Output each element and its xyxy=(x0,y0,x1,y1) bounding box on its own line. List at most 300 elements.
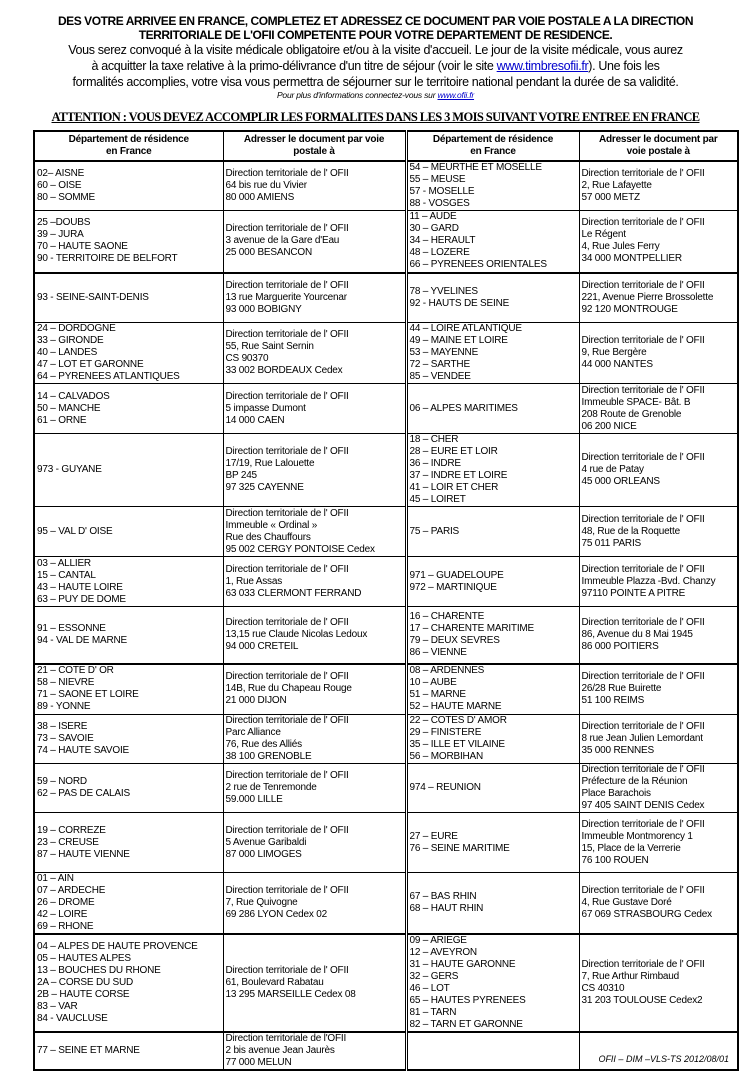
department-entry: 43 – HAUTE LOIRE xyxy=(37,581,123,593)
department-cell xyxy=(406,434,579,507)
department-entry: 42 – LOIRE xyxy=(37,909,88,920)
department-entry: 974 – REUNION xyxy=(409,782,481,793)
address-line: Direction territoriale de l' OFII xyxy=(225,507,349,519)
address-line: 1, Rue Assas xyxy=(225,575,283,587)
address-cell xyxy=(223,323,406,384)
address-line: 2 bis avenue Jean Jaurès xyxy=(225,1045,335,1056)
heading-line-2: TERRITORIALE DE L'OFII COMPETENTE POUR VOTRE DEPARTEMENT DE RESIDENCE. xyxy=(138,28,613,42)
department-entry: 53 – MAYENNE xyxy=(409,347,479,358)
address-line: 77 000 MELUN xyxy=(225,1057,292,1068)
address-line: Direction territoriale de l'OFII xyxy=(225,1033,347,1044)
table-row xyxy=(34,873,738,935)
address-cell xyxy=(579,664,738,715)
department-entry: 66 – PYRENEES ORIENTALES xyxy=(409,259,547,271)
ofii-directory-table xyxy=(33,130,739,1071)
address-line: Direction territoriale de l' OFII xyxy=(581,671,705,683)
address-line: 13 rue Marguerite Yourcenar xyxy=(225,291,347,303)
department-entry: 971 – GUADELOUPE xyxy=(409,569,504,581)
address-cell xyxy=(579,434,738,507)
address-line: 17/19, Rue Lalouette xyxy=(225,458,315,469)
attention-notice: ATTENTION : VOUS DEVEZ ACCOMPLIR LES FORMALITES DANS LES 3 MOIS SUIVANT VOTRE ENTREE EN FRANCE xyxy=(51,110,700,124)
department-entry: 16 – CHARENTE xyxy=(409,610,485,622)
department-entry: 36 – INDRE xyxy=(409,458,461,469)
department-entry: 10 – AUBE xyxy=(409,677,457,689)
department-entry: 39 – JURA xyxy=(37,229,84,241)
address-line: Direction territoriale de l' OFII xyxy=(225,824,349,836)
department-entry: 27 – EURE xyxy=(409,830,458,842)
department-entry: 80 – SOMME xyxy=(37,192,96,203)
department-cell xyxy=(406,664,579,715)
department-entry: 45 – LOIRET xyxy=(409,494,466,505)
address-cell xyxy=(579,161,738,211)
department-cell xyxy=(34,323,223,384)
department-entry: 25 –DOUBS xyxy=(37,217,91,229)
column-header-text: en France xyxy=(470,146,516,157)
department-entry: 07 – ARDECHE xyxy=(37,885,106,896)
column-header-text: Adresser le document par voie xyxy=(243,134,385,145)
department-entry: 68 – HAUT RHIN xyxy=(409,903,484,914)
column-header-text: Adresser le document par xyxy=(598,134,718,145)
department-cell xyxy=(406,1032,579,1070)
address-cell xyxy=(579,557,738,607)
address-cell xyxy=(579,1032,738,1070)
department-cell xyxy=(34,211,223,273)
department-entry: 13 – BOUCHES DU RHONE xyxy=(37,965,161,976)
department-entry: 57 - MOSELLE xyxy=(409,186,475,197)
address-line: 57 000 METZ xyxy=(581,192,640,203)
department-cell xyxy=(406,273,579,323)
department-cell xyxy=(34,607,223,664)
department-entry: 62 – PAS DE CALAIS xyxy=(37,788,130,799)
department-entry: 60 – OISE xyxy=(37,180,82,191)
address-line: Immeuble « Ordinal » xyxy=(225,519,318,531)
department-entry: 08 – ARDENNES xyxy=(409,665,485,677)
table-row xyxy=(34,273,738,323)
address-line: 97 405 SAINT DENIS Cedex xyxy=(581,800,705,811)
department-entry: 85 – VENDEE xyxy=(409,371,471,382)
table-row xyxy=(34,161,738,211)
address-cell xyxy=(223,813,406,873)
address-cell xyxy=(579,384,738,434)
department-entry: 14 – CALVADOS xyxy=(37,390,110,402)
table-row xyxy=(34,557,738,607)
address-line: Direction territoriale de l' OFII xyxy=(581,563,705,575)
column-header-text: en France xyxy=(106,146,152,157)
document-reference: OFII – DIM –VLS-TS 2012/08/01 xyxy=(598,1054,729,1064)
address-line: 86 000 POITIERS xyxy=(581,640,659,652)
address-line: 51 100 REIMS xyxy=(581,695,645,707)
address-line: Direction territoriale de l' OFII xyxy=(225,168,349,179)
department-entry: 28 – EURE ET LOIR xyxy=(409,446,498,457)
department-entry: 09 – ARIEGE xyxy=(409,935,467,946)
department-entry: 22 – COTES D' AMOR xyxy=(409,715,507,726)
department-entry: 02– AISNE xyxy=(37,168,85,179)
department-entry: 54 – MEURTHE ET MOSELLE xyxy=(409,162,542,173)
address-line: Le Régent xyxy=(581,229,626,241)
department-cell xyxy=(406,934,579,1032)
address-line: Parc Alliance xyxy=(225,727,281,738)
department-entry: 74 – HAUTE SAVOIE xyxy=(37,745,130,756)
address-line: Place Barachois xyxy=(581,788,651,799)
address-line: Direction territoriale de l' OFII xyxy=(225,770,349,781)
table-row xyxy=(34,211,738,273)
department-entry: 91 – ESSONNE xyxy=(37,622,106,634)
address-line: Direction territoriale de l' OFII xyxy=(581,168,705,179)
address-line: Direction territoriale de l' OFII xyxy=(225,671,349,683)
department-cell xyxy=(34,507,223,557)
department-cell xyxy=(34,813,223,873)
address-line: Direction territoriale de l' OFII xyxy=(581,335,705,346)
department-cell xyxy=(34,1032,223,1070)
department-entry: 84 - VAUCLUSE xyxy=(37,1013,108,1024)
department-entry: 17 – CHARENTE MARITIME xyxy=(409,622,535,634)
info-text: Pour plus d'informations connectez-vous sur xyxy=(276,90,438,100)
department-cell xyxy=(34,384,223,434)
department-entry: 90 - TERRITOIRE DE BELFORT xyxy=(37,253,178,265)
address-line: 44 000 NANTES xyxy=(581,359,653,370)
address-line: 2, Rue Lafayette xyxy=(581,180,652,191)
address-line: 87 000 LIMOGES xyxy=(225,848,302,860)
department-entry: 23 – CREUSE xyxy=(37,836,99,848)
intro-paragraph xyxy=(0,42,751,90)
department-entry: 72 – SARTHE xyxy=(409,359,470,370)
department-entry: 26 – DROME xyxy=(37,897,95,908)
address-line: 45 000 ORLEANS xyxy=(581,476,660,487)
address-cell xyxy=(223,507,406,557)
address-line: Direction territoriale de l' OFII xyxy=(225,885,349,896)
address-line: Direction territoriale de l' OFII xyxy=(225,329,349,340)
ofii-link[interactable]: www.ofii.fr xyxy=(437,90,475,100)
address-line: Direction territoriale de l' OFII xyxy=(225,715,349,726)
instruction-heading xyxy=(0,14,751,42)
address-line: 48, Rue de la Roquette xyxy=(581,525,680,537)
department-entry: 34 – HERAULT xyxy=(409,235,476,247)
address-line: Direction territoriale de l' OFII xyxy=(581,616,705,628)
column-header xyxy=(223,131,406,161)
address-line: Direction territoriale de l' OFII xyxy=(581,818,705,830)
column-header-text: Département de résidence xyxy=(68,134,189,145)
table-row xyxy=(34,715,738,764)
department-entry: 18 – CHER xyxy=(409,434,459,445)
address-line: Rue des Chauffours xyxy=(225,531,311,543)
address-cell xyxy=(579,873,738,935)
address-cell xyxy=(223,384,406,434)
department-entry: 41 – LOIR ET CHER xyxy=(409,482,499,493)
department-entry: 59 – NORD xyxy=(37,776,87,787)
department-entry: 75 – PARIS xyxy=(409,525,460,537)
address-cell xyxy=(223,161,406,211)
address-line: 2 rue de Tenremonde xyxy=(225,782,317,793)
department-entry: 33 – GIRONDE xyxy=(37,335,104,346)
address-cell xyxy=(223,934,406,1032)
address-line: 13,15 rue Claude Nicolas Ledoux xyxy=(225,628,368,640)
department-entry: 86 – VIENNE xyxy=(409,646,467,658)
department-entry: 71 – SAONE ET LOIRE xyxy=(37,689,139,701)
address-line: Direction territoriale de l' OFII xyxy=(225,563,349,575)
address-line: 7, Rue Quivogne xyxy=(225,897,298,908)
address-cell xyxy=(579,211,738,273)
table-row xyxy=(34,507,738,557)
address-line: Direction territoriale de l' OFII xyxy=(225,279,349,291)
address-line: 5 impasse Dumont xyxy=(225,402,306,414)
department-entry: 04 – ALPES DE HAUTE PROVENCE xyxy=(37,941,198,952)
column-header xyxy=(579,131,738,161)
address-cell xyxy=(223,607,406,664)
address-line: 76 100 ROUEN xyxy=(581,854,649,866)
table-row xyxy=(34,1032,738,1070)
column-header-text: postale à xyxy=(293,146,335,157)
address-line: 21 000 DIJON xyxy=(225,695,287,707)
address-line: 4, Rue Jules Ferry xyxy=(581,241,660,253)
address-cell xyxy=(223,434,406,507)
address-line: Préfecture de la Réunion xyxy=(581,776,688,787)
department-cell xyxy=(406,384,579,434)
address-line: Direction territoriale de l' OFII xyxy=(581,513,705,525)
department-entry: 46 – LOT xyxy=(409,983,450,994)
department-entry: 29 – FINISTERE xyxy=(409,727,482,738)
address-line: Direction territoriale de l' OFII xyxy=(581,452,705,463)
address-line: 9, Rue Bergère xyxy=(581,347,647,358)
column-header-text: Département de résidence xyxy=(432,134,554,145)
address-line: 75 011 PARIS xyxy=(581,537,641,549)
address-line: Direction territoriale de l' OFII xyxy=(225,616,349,628)
department-entry: 94 - VAL DE MARNE xyxy=(37,634,127,646)
address-line: 15, Place de la Verrerie xyxy=(581,842,681,854)
department-cell xyxy=(34,273,223,323)
department-cell xyxy=(406,873,579,935)
address-line: 4 rue de Patay xyxy=(581,464,644,475)
department-entry: 30 – GARD xyxy=(409,223,459,235)
address-line: 69 286 LYON Cedex 02 xyxy=(225,909,327,920)
department-entry: 67 – BAS RHIN xyxy=(409,891,477,902)
address-line: 76, Rue des Alliés xyxy=(225,739,302,750)
department-entry: 58 – NIEVRE xyxy=(37,677,95,689)
department-cell xyxy=(406,715,579,764)
column-header xyxy=(34,131,223,161)
department-cell xyxy=(406,557,579,607)
department-entry: 49 – MAINE ET LOIRE xyxy=(409,335,508,346)
table-header-row xyxy=(34,131,738,161)
department-entry: 12 – AVEYRON xyxy=(409,947,477,958)
address-line: Direction territoriale de l' OFII xyxy=(581,764,705,775)
address-line: CS 40310 xyxy=(581,983,625,994)
address-cell xyxy=(579,764,738,813)
address-cell xyxy=(223,211,406,273)
column-header xyxy=(406,131,579,161)
department-entry: 87 – HAUTE VIENNE xyxy=(37,848,130,860)
address-cell xyxy=(223,764,406,813)
address-line: Immeuble Montmorency 1 xyxy=(581,830,693,842)
address-line: 5 Avenue Garibaldi xyxy=(225,836,307,848)
address-line: 31 203 TOULOUSE Cedex2 xyxy=(581,995,703,1006)
address-line: 80 000 AMIENS xyxy=(225,192,295,203)
department-entry: 972 – MARTINIQUE xyxy=(409,581,497,593)
table-row xyxy=(34,664,738,715)
address-cell xyxy=(223,557,406,607)
address-line: 8 rue Jean Julien Lemordant xyxy=(581,733,703,744)
department-cell xyxy=(406,813,579,873)
address-cell xyxy=(579,323,738,384)
department-entry: 89 - YONNE xyxy=(37,701,91,713)
department-cell xyxy=(406,323,579,384)
department-cell xyxy=(406,607,579,664)
address-line: Direction territoriale de l' OFII xyxy=(581,721,705,732)
department-entry: 51 – MARNE xyxy=(409,689,466,701)
address-line: 61, Boulevard Rabatau xyxy=(225,977,324,988)
table-row xyxy=(34,434,738,507)
address-line: 94 000 CRETEIL xyxy=(225,640,299,652)
address-line: CS 90370 xyxy=(225,353,269,364)
address-line: 35 000 RENNES xyxy=(581,745,654,756)
department-cell xyxy=(406,161,579,211)
department-entry: 77 – SEINE ET MARNE xyxy=(37,1045,140,1056)
department-entry: 2B – HAUTE CORSE xyxy=(37,989,130,1000)
address-line: 93 000 BOBIGNY xyxy=(225,303,302,315)
address-cell xyxy=(579,507,738,557)
address-line: Direction territoriale de l' OFII xyxy=(225,223,349,235)
address-cell xyxy=(579,715,738,764)
address-line: 06 200 NICE xyxy=(581,420,637,432)
department-entry: 32 – GERS xyxy=(409,971,459,982)
address-line: 59.000 LILLE xyxy=(225,794,283,805)
department-entry: 82 – TARN ET GARONNE xyxy=(409,1019,523,1030)
address-cell xyxy=(579,813,738,873)
address-line: Direction territoriale de l' OFII xyxy=(581,384,705,396)
paragraph-line-3: formalités accomplies, votre visa vous permettra de séjourner sur le territoire national pendant la durée de sa validité. xyxy=(72,75,679,89)
address-line: 38 100 GRENOBLE xyxy=(225,751,312,762)
address-cell xyxy=(223,664,406,715)
department-cell xyxy=(34,715,223,764)
address-line: Direction territoriale de l' OFII xyxy=(225,965,349,976)
paragraph-line-2a: à acquitter la taxe relative à la primo-délivrance d'un titre de séjour (voir le site xyxy=(91,59,497,73)
address-cell xyxy=(579,934,738,1032)
department-entry: 19 – CORREZE xyxy=(37,824,106,836)
department-cell xyxy=(406,764,579,813)
address-line: 4, Rue Gustave Doré xyxy=(581,897,672,908)
department-entry: 47 – LOT ET GARONNE xyxy=(37,359,144,370)
table-row xyxy=(34,813,738,873)
department-entry: 48 – LOZERE xyxy=(409,247,470,259)
address-cell xyxy=(579,607,738,664)
department-cell xyxy=(34,764,223,813)
department-entry: 83 – VAR xyxy=(37,1001,78,1012)
paragraph-line-2b: ). Une fois les xyxy=(588,59,660,73)
department-cell xyxy=(34,434,223,507)
department-entry: 92 - HAUTS DE SEINE xyxy=(409,297,510,309)
address-line: Direction territoriale de l' OFII xyxy=(225,390,349,402)
table-row xyxy=(34,384,738,434)
department-entry: 31 – HAUTE GARONNE xyxy=(409,959,516,970)
department-cell xyxy=(34,557,223,607)
department-entry: 24 – DORDOGNE xyxy=(37,323,116,334)
department-entry: 44 – LOIRE ATLANTIQUE xyxy=(409,323,522,334)
department-entry: 973 - GUYANE xyxy=(37,464,102,475)
department-entry: 65 – HAUTES PYRENEES xyxy=(409,995,526,1006)
department-cell xyxy=(406,507,579,557)
address-line: Direction territoriale de l' OFII xyxy=(581,959,705,970)
address-cell xyxy=(223,873,406,935)
department-entry: 35 – ILLE ET VILAINE xyxy=(409,739,505,750)
department-entry: 2A – CORSE DU SUD xyxy=(37,977,134,988)
department-entry: 40 – LANDES xyxy=(37,347,98,358)
department-entry: 70 – HAUTE SAONE xyxy=(37,241,128,253)
address-line: 55, Rue Saint Sernin xyxy=(225,341,314,352)
address-line: 97110 POINTE A PITRE xyxy=(581,587,686,599)
address-line: Direction territoriale de l' OFII xyxy=(581,217,705,229)
address-line: BP 245 xyxy=(225,470,257,481)
department-entry: 61 – ORNE xyxy=(37,414,87,426)
department-entry: 55 – MEUSE xyxy=(409,174,466,185)
department-entry: 76 – SEINE MARITIME xyxy=(409,842,510,854)
department-cell xyxy=(34,664,223,715)
address-line: 92 120 MONTROUGE xyxy=(581,303,678,315)
address-line: 95 002 CERGY PONTOISE Cedex xyxy=(225,543,375,555)
department-entry: 15 – CANTAL xyxy=(37,569,96,581)
address-line: 208 Route de Grenoble xyxy=(581,408,682,420)
department-entry: 05 – HAUTES ALPES xyxy=(37,953,131,964)
address-line: 25 000 BESANCON xyxy=(225,247,312,259)
table-row xyxy=(34,934,738,1032)
address-line: 26/28 Rue Buirette xyxy=(581,683,662,695)
department-entry: 11 – AUDE xyxy=(409,211,457,223)
address-line: Direction territoriale de l' OFII xyxy=(225,446,349,457)
address-line: 14B, Rue du Chapeau Rouge xyxy=(225,683,352,695)
address-line: Immeuble SPACE- Bât. B xyxy=(581,396,691,408)
table-row xyxy=(34,764,738,813)
department-entry: 21 – COTE D' OR xyxy=(37,665,114,677)
address-line: 64 bis rue du Vivier xyxy=(225,180,307,191)
table-row xyxy=(34,323,738,384)
department-cell xyxy=(34,873,223,935)
table-row xyxy=(34,607,738,664)
department-entry: 50 – MANCHE xyxy=(37,402,101,414)
address-line: Immeuble Plazza -Bvd. Chanzy xyxy=(581,575,716,587)
department-entry: 63 – PUY DE DOME xyxy=(37,593,126,605)
column-header-text: voie postale à xyxy=(626,146,690,157)
department-entry: 81 – TARN xyxy=(409,1007,457,1018)
address-line: 63 033 CLERMONT FERRAND xyxy=(225,587,362,599)
address-line: 34 000 MONTPELLIER xyxy=(581,253,682,265)
address-line: 67 069 STRASBOURG Cedex xyxy=(581,909,712,920)
address-cell xyxy=(223,273,406,323)
department-entry: 01 – AIN xyxy=(37,873,74,884)
department-entry: 56 – MORBIHAN xyxy=(409,751,484,762)
address-line: Direction territoriale de l' OFII xyxy=(581,885,705,896)
address-line: 33 002 BORDEAUX Cedex xyxy=(225,365,343,376)
department-cell xyxy=(406,211,579,273)
department-entry: 38 – ISERE xyxy=(37,721,88,732)
address-cell xyxy=(223,1032,406,1070)
department-entry: 93 - SEINE-SAINT-DENIS xyxy=(37,291,149,303)
department-entry: 73 – SAVOIE xyxy=(37,733,94,744)
department-entry: 79 – DEUX SEVRES xyxy=(409,634,500,646)
timbresofii-link[interactable]: www.timbresofii.fr xyxy=(496,59,589,73)
address-line: 14 000 CAEN xyxy=(225,414,285,426)
department-entry: 95 – VAL D' OISE xyxy=(37,525,113,537)
address-line: 221, Avenue Pierre Brossolette xyxy=(581,291,714,303)
department-cell xyxy=(34,934,223,1032)
department-entry: 78 – YVELINES xyxy=(409,285,478,297)
info-line xyxy=(0,90,751,100)
address-line: 7, Rue Arthur Rimbaud xyxy=(581,971,680,982)
department-entry: 69 – RHONE xyxy=(37,921,94,932)
address-line: 86, Avenue du 8 Mai 1945 xyxy=(581,628,693,640)
department-entry: 03 – ALLIER xyxy=(37,557,91,569)
department-entry: 64 – PYRENEES ATLANTIQUES xyxy=(37,371,180,382)
heading-line-1: DES VOTRE ARRIVEE EN FRANCE, COMPLETEZ ET ADRESSEZ CE DOCUMENT PAR VOIE POSTALE A LA DIRECTION xyxy=(57,14,694,28)
address-line: 13 295 MARSEILLE Cedex 08 xyxy=(225,989,356,1000)
paragraph-line-1: Vous serez convoqué à la visite médicale obligatoire et/ou à la visite d'accueil. Le jour de la visite médicale, vous aurez xyxy=(68,43,683,57)
